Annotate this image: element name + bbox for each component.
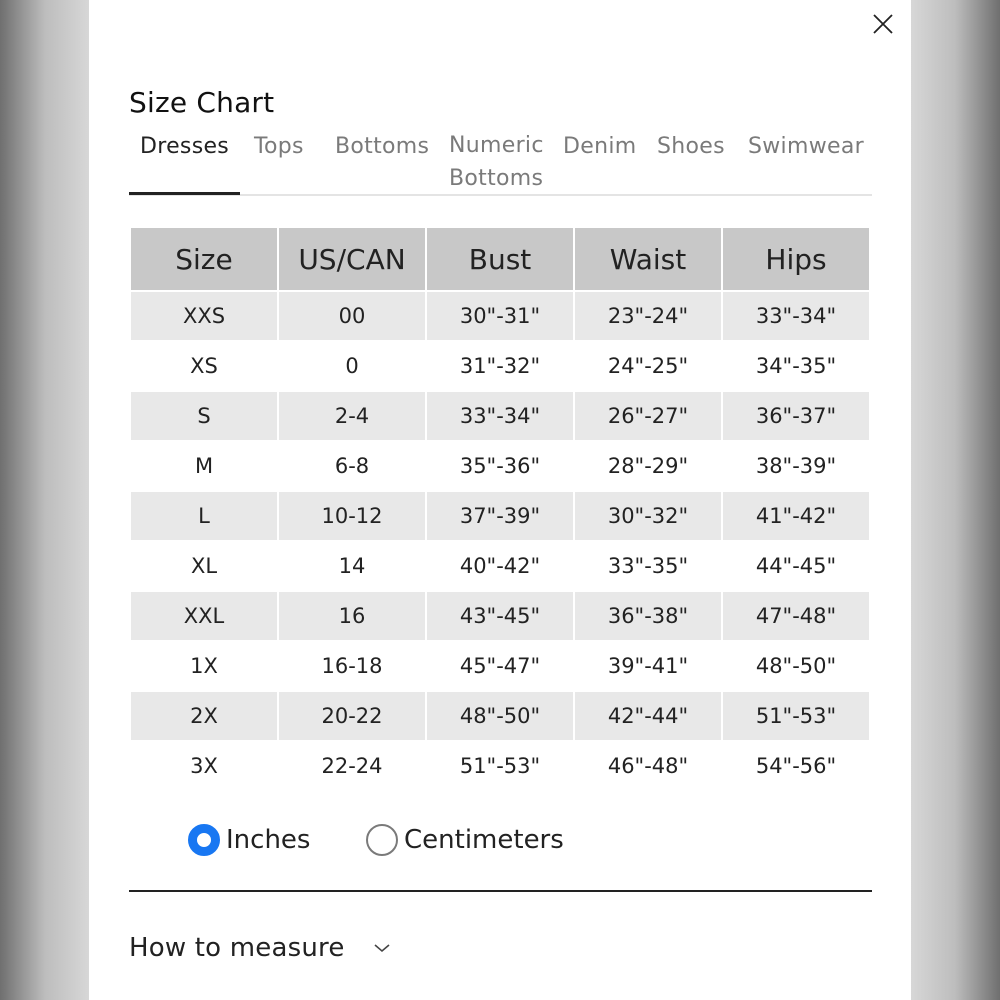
- cell-hips: 51"-53": [723, 692, 869, 740]
- cell-hips: 44"-45": [755, 554, 837, 578]
- tab-numeric-bottoms[interactable]: [449, 129, 544, 195]
- cell-size: 1X: [190, 654, 218, 678]
- cell-size: XS: [190, 354, 218, 378]
- close-icon[interactable]: [871, 12, 895, 36]
- cell-us-can: 16: [279, 592, 425, 640]
- unit-option-centimeters[interactable]: [366, 820, 564, 860]
- table-row: [131, 292, 869, 340]
- header-waist: Waist: [575, 228, 721, 290]
- cell-us-can: 6-8: [334, 454, 370, 478]
- table-row: [131, 542, 869, 590]
- cell-size: XXS: [131, 292, 277, 340]
- centimeters-label: Centimeters: [404, 825, 564, 855]
- cell-hips: 36"-37": [723, 392, 869, 440]
- tab-numeric-bottoms-line1: Numeric: [449, 133, 544, 158]
- header-us-can: US/CAN: [279, 228, 425, 290]
- size-chart-modal: [89, 0, 911, 1000]
- chevron-down-icon: [373, 942, 391, 954]
- table-row: [131, 492, 869, 540]
- unit-option-inches[interactable]: [188, 820, 310, 860]
- cell-size: 2X: [131, 692, 277, 740]
- cell-waist: 24"-25": [607, 354, 689, 378]
- tab-numeric-bottoms-line2: Bottoms: [449, 166, 544, 191]
- header-hips: Hips: [723, 228, 869, 290]
- cell-hips: 33"-34": [723, 292, 869, 340]
- cell-size: S: [131, 392, 277, 440]
- cell-hips: 47"-48": [723, 592, 869, 640]
- table-row: [131, 742, 869, 790]
- cell-us-can: 22-24: [321, 754, 383, 778]
- cell-hips: 41"-42": [723, 492, 869, 540]
- cell-waist: 28"-29": [607, 454, 689, 478]
- cell-waist: 33"-35": [607, 554, 689, 578]
- cell-hips: 48"-50": [755, 654, 837, 678]
- tab-shoes[interactable]: Shoes: [657, 134, 725, 159]
- cell-waist: 39"-41": [607, 654, 689, 678]
- cell-hips: 54"-56": [755, 754, 837, 778]
- inches-radio[interactable]: [188, 824, 220, 856]
- cell-bust: 48"-50": [427, 692, 573, 740]
- table-row: [131, 592, 869, 640]
- cell-us-can: 14: [338, 554, 366, 578]
- cell-us-can: 0: [345, 354, 359, 378]
- cell-waist: 36"-38": [575, 592, 721, 640]
- cell-us-can: 10-12: [279, 492, 425, 540]
- cell-hips: 34"-35": [755, 354, 837, 378]
- table-row: [131, 342, 869, 390]
- tab-swimwear[interactable]: Swimwear: [748, 134, 864, 159]
- table-row: [131, 692, 869, 740]
- tab-denim[interactable]: Denim: [563, 134, 637, 159]
- cell-waist: 30"-32": [575, 492, 721, 540]
- divider: [129, 890, 872, 892]
- cell-bust: 51"-53": [459, 754, 541, 778]
- cell-size: M: [194, 454, 214, 478]
- cell-us-can: 20-22: [279, 692, 425, 740]
- cell-bust: 43"-45": [427, 592, 573, 640]
- cell-waist: 46"-48": [607, 754, 689, 778]
- cell-size: 3X: [190, 754, 218, 778]
- active-tab-indicator: [129, 192, 240, 195]
- cell-bust: 33"-34": [427, 392, 573, 440]
- tab-dresses[interactable]: Dresses: [140, 134, 230, 159]
- cell-bust: 45"-47": [459, 654, 541, 678]
- cell-size: L: [131, 492, 277, 540]
- cell-hips: 38"-39": [755, 454, 837, 478]
- cell-bust: 40"-42": [459, 554, 541, 578]
- cell-size: XL: [190, 554, 218, 578]
- table-row: [131, 642, 869, 690]
- cell-bust: 35"-36": [459, 454, 541, 478]
- tab-tops[interactable]: Tops: [254, 134, 304, 159]
- inches-label: Inches: [226, 825, 311, 855]
- cell-waist: 42"-44": [575, 692, 721, 740]
- cell-waist: 23"-24": [575, 292, 721, 340]
- size-table: [129, 226, 871, 792]
- cell-us-can: 16-18: [321, 654, 383, 678]
- cell-waist: 26"-27": [575, 392, 721, 440]
- centimeters-radio[interactable]: [366, 824, 398, 856]
- table-row: [131, 442, 869, 490]
- cell-bust: 30"-31": [427, 292, 573, 340]
- modal-title: Size Chart: [129, 86, 275, 119]
- cell-bust: 31"-32": [459, 354, 541, 378]
- header-size: Size: [131, 228, 277, 290]
- how-to-measure-label: How to measure: [129, 933, 345, 963]
- cell-bust: 37"-39": [427, 492, 573, 540]
- cell-us-can: 2-4: [279, 392, 425, 440]
- category-tabs: [129, 130, 872, 196]
- header-bust: Bust: [427, 228, 573, 290]
- table-header-row: [131, 228, 869, 290]
- cell-us-can: 00: [279, 292, 425, 340]
- how-to-measure-toggle[interactable]: [129, 933, 391, 963]
- cell-size: XXL: [131, 592, 277, 640]
- table-row: [131, 392, 869, 440]
- tab-bottoms[interactable]: Bottoms: [335, 134, 430, 159]
